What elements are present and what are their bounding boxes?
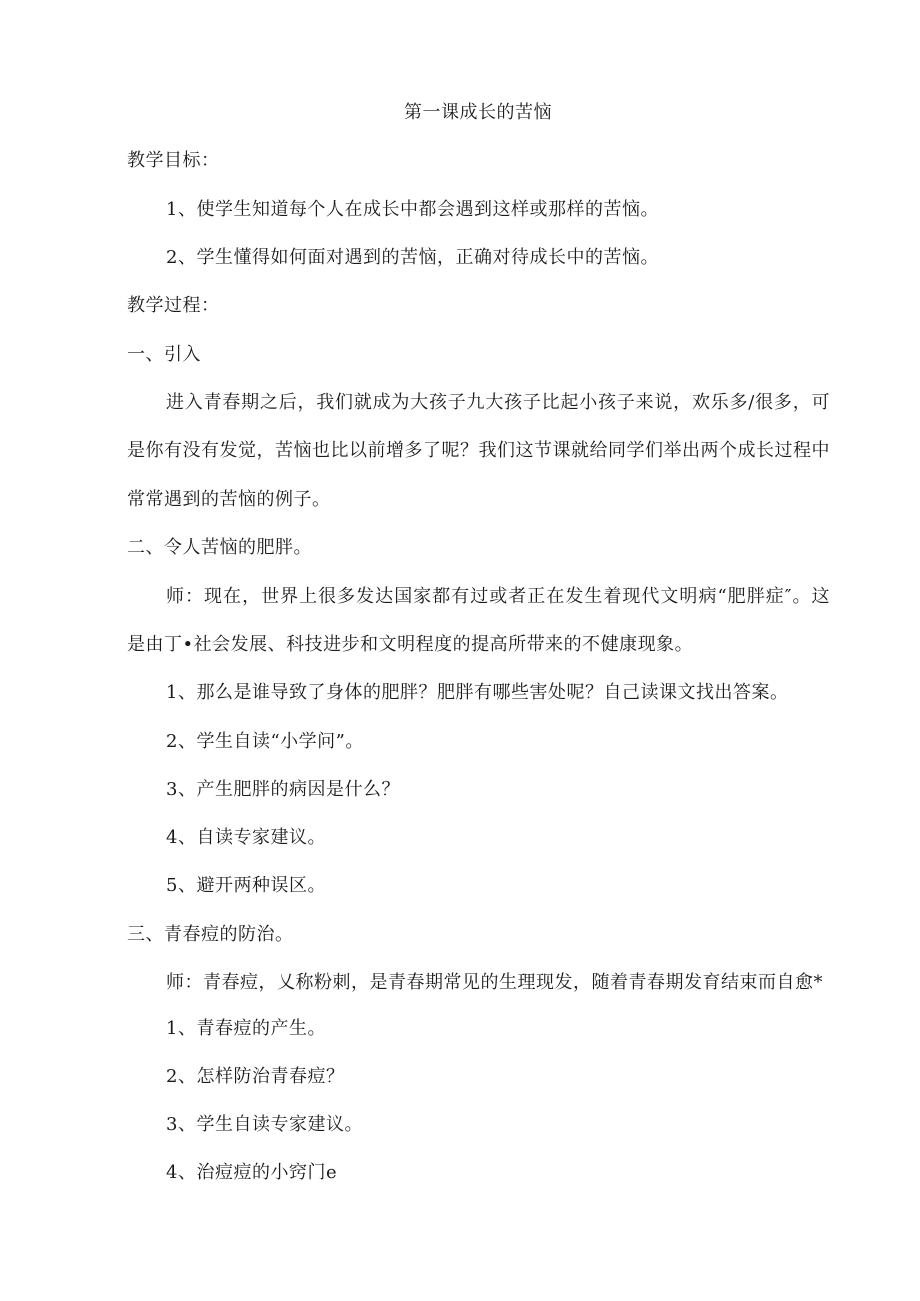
paragraph-line: 进入青春期之后，我们就成为大孩子九大孩子比起小孩子来说，欢乐多/很多，可	[166, 392, 830, 413]
paragraph-line: 是由丁•社会发展、科技进步和文明程度的提高所带来的不健康现象。	[127, 634, 694, 655]
section-heading: 二、令人苦恼的肥胖。	[127, 537, 312, 558]
paragraph-line: 常常遇到的苦恼的例子。	[127, 489, 331, 510]
goals-heading: 教学目标：	[127, 150, 220, 171]
list-item: 4、治痘痘的小窍门e	[166, 1162, 338, 1183]
process-heading: 教学过程：	[127, 295, 220, 316]
paragraph-line: 师：青春痘，乂称粉刺，是青春期常见的生理现发，随着青春期发育结束而自愈*	[166, 972, 823, 993]
list-item: 4、自读专家建议。	[166, 827, 326, 848]
list-item: 2、怎样防治青春痘？	[166, 1066, 345, 1087]
goal-item: 1、使学生知道每个人在成长中都会遇到这样或那样的苦恼。	[166, 199, 659, 220]
list-item: 5、避开两种误区。	[166, 875, 326, 896]
list-item: 1、那么是谁导致了身体的肥胖？肥胖有哪些害处呢？自己读课文找出答案。	[166, 682, 789, 703]
list-item: 2、学生自读“小学问”。	[166, 731, 364, 752]
page-title: 第一课成长的苦恼	[404, 102, 552, 123]
list-item: 3、学生自读专家建议。	[166, 1114, 363, 1135]
list-item: 1、青春痘的产生。	[166, 1018, 326, 1039]
section-heading: 三、青春痘的防治。	[127, 924, 294, 945]
paragraph-line: 师：现在，世界上很多发达国家都有过或者正在发生着现代文明病“肥胖症″。这	[166, 586, 830, 607]
paragraph-line: 是你有没有发觉，苦恼也比以前增多了呢？我们这节课就给同学们举出两个成长过程中	[127, 440, 830, 461]
section-heading: 一、引入	[127, 344, 201, 365]
list-item: 3、产生肥胖的病因是什么？	[166, 779, 400, 800]
goal-item: 2、学生懂得如何面对遇到的苦恼，正确对待成长中的苦恼。	[166, 247, 659, 268]
